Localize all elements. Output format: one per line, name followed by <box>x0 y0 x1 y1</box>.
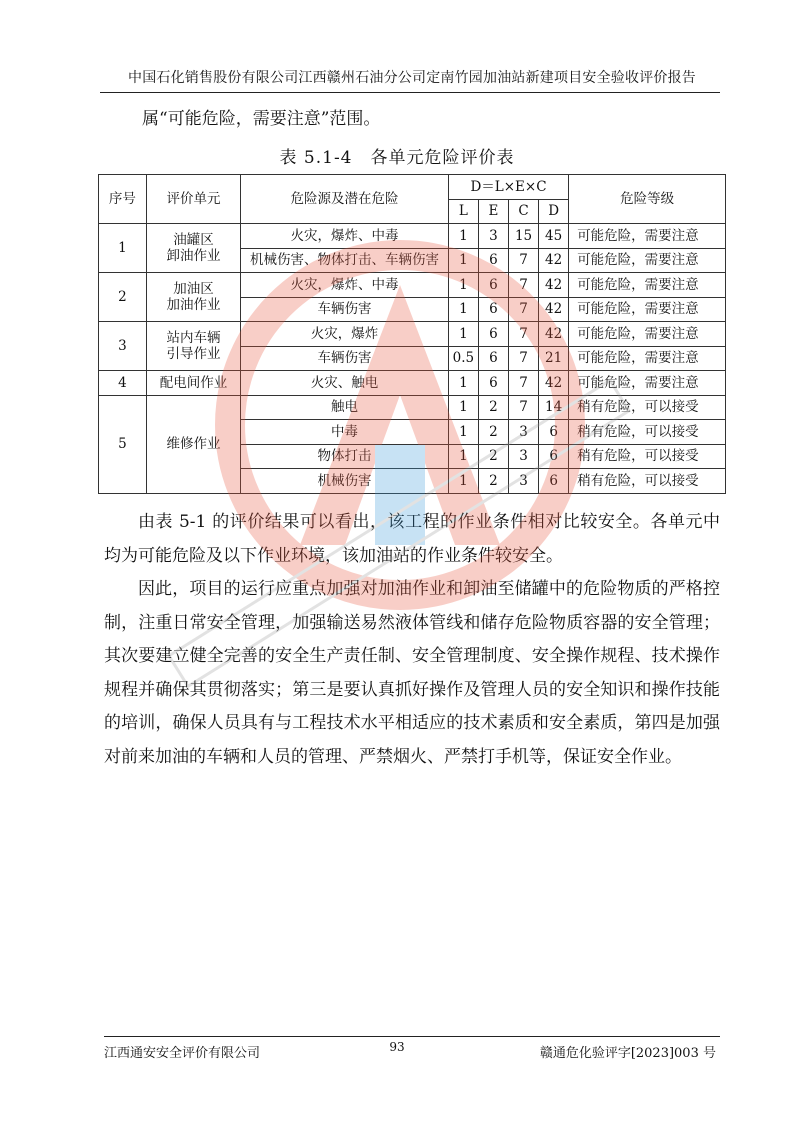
cell-no: 5 <box>99 395 147 493</box>
header-c: C <box>509 199 539 224</box>
paragraph-recommendations: 因此，项目的运行应重点加强对加油作业和卸油至储罐中的危险物质的严格控制，注重日常安全管理，加强输送易然液体管线和储存危险物质容器的安全管理；其次要建立健全完善的安全生产责任制、安全管理制度、安全操作规程、技术操作规程并确保其贯彻落实；第三是要认真抓好操作及管理人员的安全知识和操作技能的培训，确保人员具有与工程技术水平相适应的技术素质和安全素质，第四是加强对前来加油的车辆和人员的管理、严禁烟火、严禁打手机等，保证安全作业。 <box>104 579 720 767</box>
cell-hazard: 车辆伤害 <box>241 297 449 322</box>
cell-c: 7 <box>509 346 539 371</box>
cell-unit: 站内车辆 引导作业 <box>146 322 240 371</box>
cell-unit: 加油区 加油作业 <box>146 273 240 322</box>
table-row <box>99 371 726 396</box>
footer-company: 江西通安安全评价有限公司 <box>104 1046 261 1061</box>
cell-l: 1 <box>448 444 478 469</box>
cell-level: 可能危险，需要注意 <box>569 297 726 322</box>
cell-d: 6 <box>539 469 569 494</box>
cell-c: 7 <box>509 297 539 322</box>
header-e: E <box>478 199 508 224</box>
body-text <box>104 506 720 774</box>
cell-d: 45 <box>539 224 569 249</box>
table-row <box>99 395 726 420</box>
cell-d: 42 <box>539 371 569 396</box>
table-row <box>99 273 726 298</box>
cell-unit: 配电间作业 <box>146 371 240 396</box>
cell-c: 7 <box>509 395 539 420</box>
cell-unit: 维修作业 <box>146 395 240 493</box>
cell-no: 1 <box>99 224 147 273</box>
cell-level: 可能危险，需要注意 <box>569 273 726 298</box>
cell-level: 稍有危险，可以接受 <box>569 395 726 420</box>
cell-e: 6 <box>478 322 508 347</box>
header-hazard: 危险源及潜在危险 <box>241 175 449 224</box>
footer-divider <box>104 1036 720 1037</box>
cell-l: 1 <box>448 297 478 322</box>
cell-d: 42 <box>539 248 569 273</box>
cell-e: 3 <box>478 224 508 249</box>
header-level: 危险等级 <box>569 175 726 224</box>
header-d: D <box>539 199 569 224</box>
table-row <box>99 322 726 347</box>
cell-e: 2 <box>478 395 508 420</box>
cell-hazard: 机械伤害、物体打击、车辆伤害 <box>241 248 449 273</box>
cell-l: 1 <box>448 469 478 494</box>
cell-d: 21 <box>539 346 569 371</box>
cell-c: 3 <box>509 444 539 469</box>
cell-e: 2 <box>478 420 508 445</box>
header-unit: 评价单元 <box>146 175 240 224</box>
cell-l: 1 <box>448 224 478 249</box>
cell-l: 1 <box>448 273 478 298</box>
cell-l: 1 <box>448 248 478 273</box>
cell-c: 7 <box>509 371 539 396</box>
cell-hazard: 火灾，爆炸 <box>241 322 449 347</box>
cell-hazard: 机械伤害 <box>241 469 449 494</box>
header-l: L <box>448 199 478 224</box>
cell-level: 稍有危险，可以接受 <box>569 420 726 445</box>
cell-l: 1 <box>448 371 478 396</box>
table-row <box>99 224 726 249</box>
cell-hazard: 物体打击 <box>241 444 449 469</box>
cell-d: 6 <box>539 420 569 445</box>
header-no: 序号 <box>99 175 147 224</box>
cell-hazard: 火灾、触电 <box>241 371 449 396</box>
cell-c: 3 <box>509 420 539 445</box>
cell-no: 2 <box>99 273 147 322</box>
cell-hazard: 中毒 <box>241 420 449 445</box>
cell-level: 可能危险，需要注意 <box>569 322 726 347</box>
cell-l: 1 <box>448 322 478 347</box>
cell-l: 0.5 <box>448 346 478 371</box>
cell-c: 7 <box>509 248 539 273</box>
cell-unit: 油罐区 卸油作业 <box>146 224 240 273</box>
cell-e: 6 <box>478 346 508 371</box>
cell-e: 6 <box>478 273 508 298</box>
cell-level: 可能危险，需要注意 <box>569 346 726 371</box>
cell-level: 稍有危险，可以接受 <box>569 469 726 494</box>
cell-d: 14 <box>539 395 569 420</box>
cell-l: 1 <box>448 420 478 445</box>
risk-table-body <box>99 224 726 494</box>
cell-e: 2 <box>478 469 508 494</box>
header-formula: D＝L×E×C <box>448 175 568 200</box>
cell-e: 2 <box>478 444 508 469</box>
cell-c: 15 <box>509 224 539 249</box>
cell-l: 1 <box>448 395 478 420</box>
paragraph-conclusion: 由表 5-1 的评价结果可以看出，该工程的作业条件相对比较安全。各单元中均为可能危险及以下作业环境，该加油站的作业条件较安全。 <box>104 512 720 566</box>
cell-hazard: 车辆伤害 <box>241 346 449 371</box>
cell-d: 42 <box>539 273 569 298</box>
cell-c: 7 <box>509 273 539 298</box>
risk-evaluation-table <box>98 174 726 494</box>
cell-hazard: 触电 <box>241 395 449 420</box>
cell-no: 4 <box>99 371 147 396</box>
page-number: 93 <box>389 1040 405 1054</box>
cell-c: 7 <box>509 322 539 347</box>
cell-level: 可能危险，需要注意 <box>569 248 726 273</box>
table-title: 表 5.1-4 各单元危险评价表 <box>279 148 515 168</box>
cell-hazard: 火灾，爆炸、中毒 <box>241 224 449 249</box>
cell-level: 稍有危险，可以接受 <box>569 444 726 469</box>
cell-e: 6 <box>478 371 508 396</box>
cell-hazard: 火灾，爆炸、中毒 <box>241 273 449 298</box>
cell-c: 3 <box>509 469 539 494</box>
cell-no: 3 <box>99 322 147 371</box>
cell-e: 6 <box>478 297 508 322</box>
header-divider <box>100 92 720 93</box>
cell-e: 6 <box>478 248 508 273</box>
cell-level: 可能危险，需要注意 <box>569 371 726 396</box>
lead-text: 属“可能危险，需要注意”范围。 <box>142 109 381 129</box>
cell-d: 6 <box>539 444 569 469</box>
cell-d: 42 <box>539 322 569 347</box>
footer-doc-number: 赣通危化验评字[2023]003 号 <box>539 1046 716 1061</box>
cell-level: 可能危险，需要注意 <box>569 224 726 249</box>
page-header: 中国石化销售股份有限公司江西赣州石油分公司定南竹园加油站新建项目安全验收评价报告 <box>128 70 696 86</box>
cell-d: 42 <box>539 297 569 322</box>
